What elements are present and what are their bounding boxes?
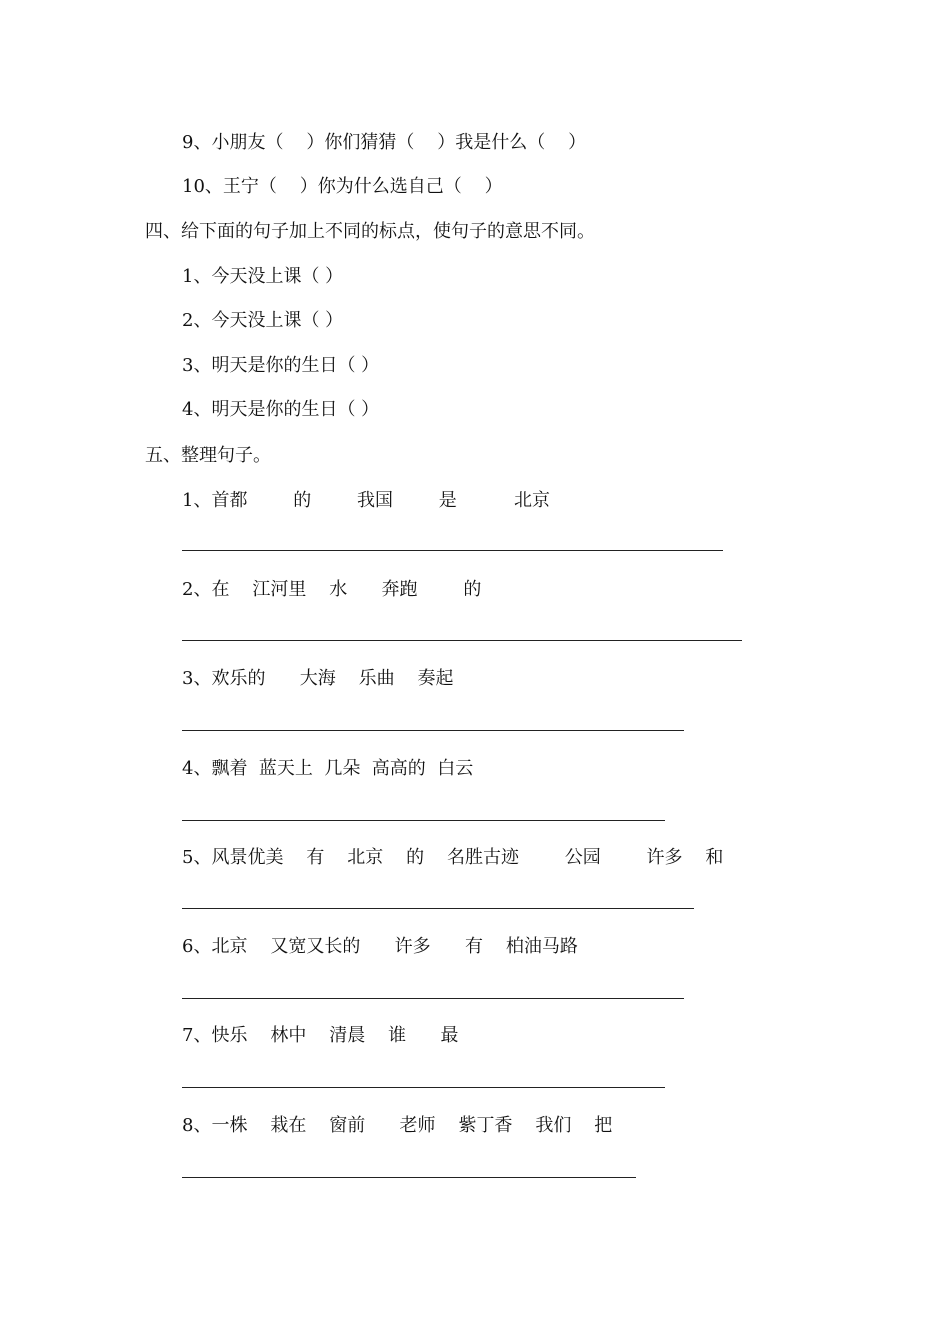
answer-line-2[interactable]: [182, 640, 742, 641]
section4-item-4: 4、明天是你的生日（ ）: [182, 399, 380, 420]
section5-item-5: 5、风景优美 有 北京 的 名胜古迹 公园 许多 和: [182, 847, 724, 868]
section5-item-2: 2、在 江河里 水 奔跑 的: [182, 579, 482, 600]
answer-line-7[interactable]: [182, 1087, 665, 1088]
answer-line-4[interactable]: [182, 820, 665, 821]
section4-heading: 四、给下面的句子加上不同的标点，使句子的意思不同。: [145, 221, 595, 242]
answer-line-8[interactable]: [182, 1177, 636, 1178]
section4-item-3: 3、明天是你的生日（ ）: [182, 355, 380, 376]
item-9: 9、小朋友（ ）你们猜猜（ ）我是什么（ ）: [182, 132, 587, 153]
section5-item-1: 1、首都 的 我国 是 北京: [182, 490, 550, 511]
section5-item-6: 6、北京 又宽又长的 许多 有 柏油马路: [182, 936, 578, 957]
answer-line-6[interactable]: [182, 998, 684, 999]
answer-line-5[interactable]: [182, 908, 694, 909]
answer-line-3[interactable]: [182, 730, 684, 731]
section5-item-7: 7、快乐 林中 清晨 谁 最: [182, 1025, 459, 1046]
section5-item-8: 8、一株 栽在 窗前 老师 紫丁香 我们 把: [182, 1115, 613, 1136]
section5-item-4: 4、飘着 蓝天上 几朵 高高的 白云: [182, 758, 474, 779]
section4-item-2: 2、今天没上课（ ）: [182, 310, 344, 331]
item-10: 10、王宁（ ）你为什么选自己（ ）: [182, 176, 503, 197]
section4-item-1: 1、今天没上课（ ）: [182, 266, 344, 287]
section5-item-3: 3、欢乐的 大海 乐曲 奏起: [182, 668, 454, 689]
answer-line-1[interactable]: [182, 550, 723, 551]
section5-heading: 五、整理句子。: [145, 445, 271, 466]
